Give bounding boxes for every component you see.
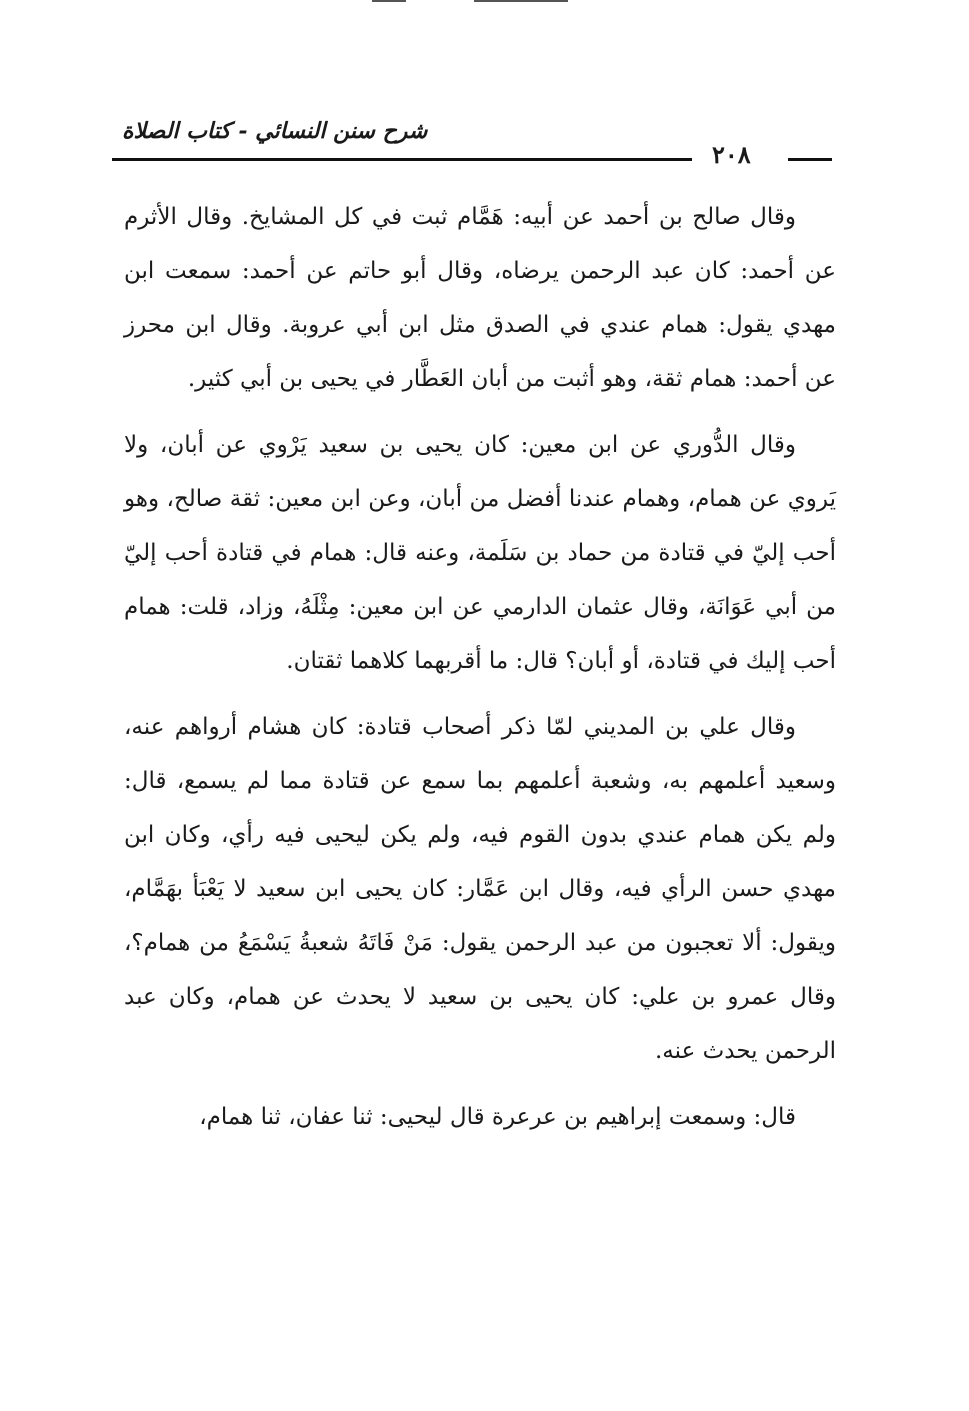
page-number-rule [788, 158, 832, 161]
paragraph: وقال علي بن المديني لمّا ذكر أصحاب قتادة: كان هشام أرواهم عنه، وسعيد أعلمهم به، وشعبة أعلمهم بما سمع عن قتادة مما لم يسمع، قال: ولم يكن همام عندي بدون القوم فيه، ولم يكن ليحيى فيه رأي، وكان ابن مهدي حسن الرأي فيه، وقال ابن عَمَّار: كان يحيى ابن سعيد لا يَعْبَأ بهَمَّام، ويقول: ألا تعجبون من عبد الرحمن يقول: مَنْ فَاتَهُ شعبةُ يَسْمَعُ من همام؟، وقال عمرو بن علي: كان يحيى بن سعيد لا يحدث عن همام، وكان عبد الرحمن يحدث عنه. [124, 714, 836, 1064]
page-number: ٢٠٨ [712, 140, 751, 169]
body-text [124, 190, 836, 1156]
top-rule-fragment-right [474, 0, 568, 2]
top-rule-fragment-left [372, 0, 406, 2]
running-title: شرح سنن النسائي - كتاب الصلاة [122, 118, 428, 144]
header-rule [112, 158, 692, 161]
paragraph: وقال الدُّوري عن ابن معين: كان يحيى بن سعيد يَرْوي عن أبان، ولا يَروي عن همام، وهمام عندنا أفضل من أبان، وعن ابن معين: ثقة صالح، وهو أحب إليّ في قتادة من حماد بن سَلَمة، وعنه قال: همام في قتادة أحب إليّ من أبي عَوَانَة، وقال عثمان الدارمي عن ابن معين: مِثْلَهُ، وزاد، قلت: همام أحب إليك في قتادة، أو أبان؟ قال: ما أقربهما كلاهما ثقتان. [124, 432, 836, 674]
paragraph: وقال صالح بن أحمد عن أبيه: هَمَّام ثبت في كل المشايخ. وقال الأثرم عن أحمد: كان عبد الرحمن يرضاه، وقال أبو حاتم عن أحمد: سمعت ابن مهدي يقول: همام عندي في الصدق مثل ابن أبي عروبة. وقال ابن محرز عن أحمد: همام ثقة، وهو أثبت من أبان العَطَّار في يحيى بن أبي كثير. [124, 204, 836, 392]
page-header [112, 112, 832, 172]
paragraph: قال: وسمعت إبراهيم بن عرعرة قال ليحيى: ثنا عفان، ثنا همام، [199, 1104, 796, 1130]
